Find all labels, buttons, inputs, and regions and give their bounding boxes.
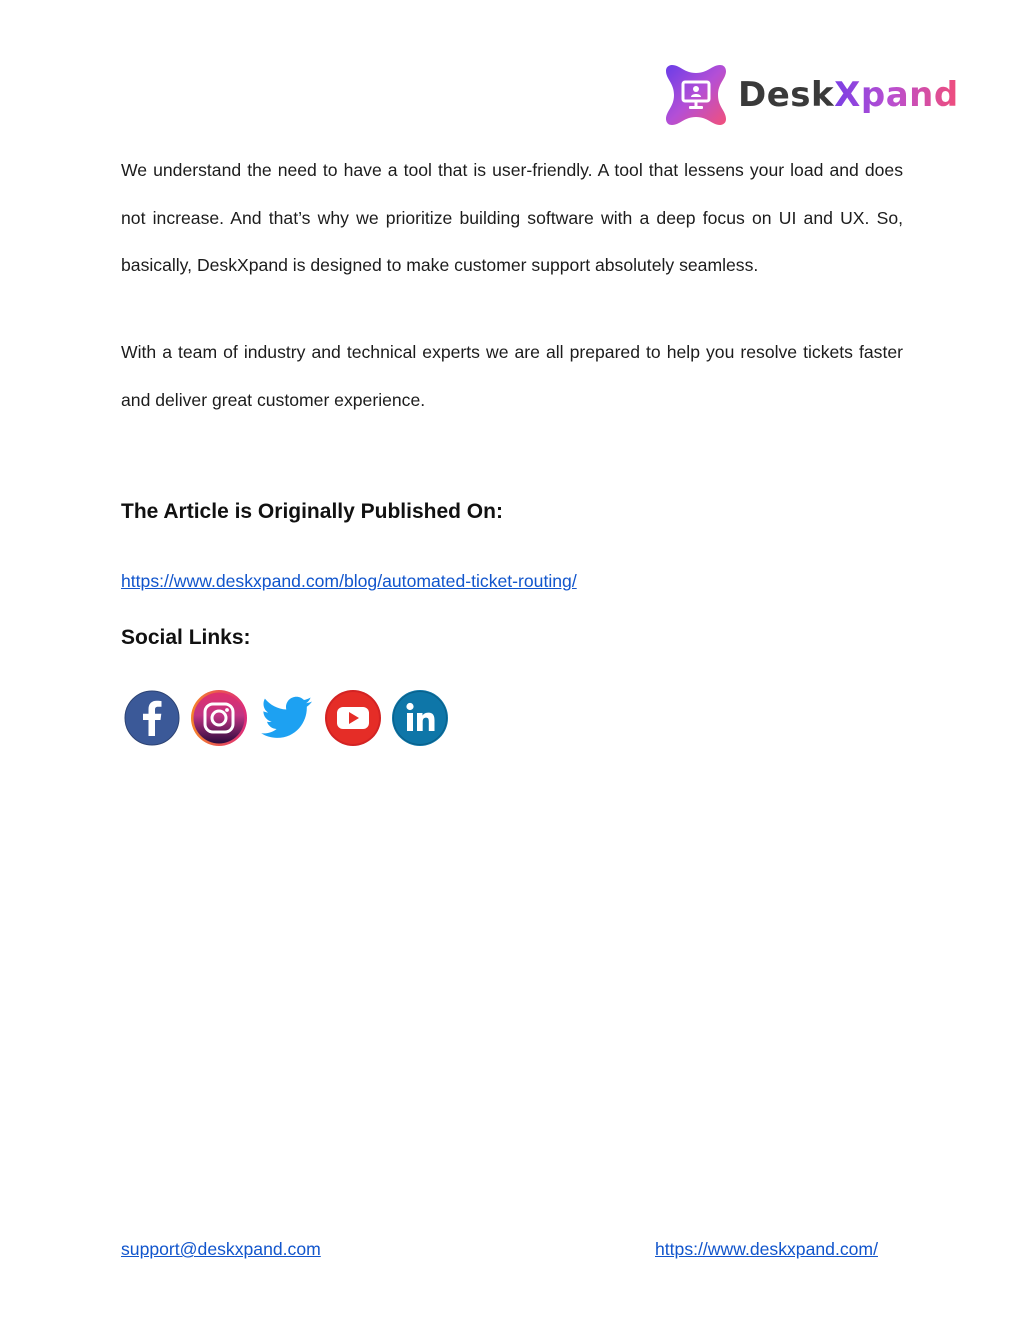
brand-name-xpand: Xpand xyxy=(834,75,959,115)
youtube-icon[interactable] xyxy=(324,689,382,747)
social-links xyxy=(123,689,449,747)
linkedin-icon[interactable] xyxy=(391,689,449,747)
brand-logo xyxy=(662,60,959,130)
instagram-icon[interactable] xyxy=(190,689,248,747)
body-paragraph-2: With a team of industry and technical experts we are all prepared to help you resolve tickets faster and deliver great customer experience. xyxy=(121,342,903,410)
article-heading: The Article is Originally Published On: xyxy=(121,500,503,523)
footer-email-link[interactable]: support@deskxpand.com xyxy=(121,1239,321,1259)
body-paragraph-1: We understand the need to have a tool that is user-friendly. A tool that lessens your load and does not increase. And that’s why we prioritize building software with a deep focus on UI and UX. So, basically, DeskXpand is designed to make customer support absolutely seamless. xyxy=(121,160,903,275)
brand-wordmark xyxy=(738,75,959,115)
social-heading: Social Links: xyxy=(121,626,251,649)
footer-website-link[interactable]: https://www.deskxpand.com/ xyxy=(655,1239,878,1259)
article-link[interactable]: https://www.deskxpand.com/blog/automated-ticket-routing/ xyxy=(121,571,577,591)
monitor-support-icon xyxy=(662,61,730,129)
brand-name-desk: Desk xyxy=(738,75,835,115)
facebook-icon[interactable] xyxy=(123,689,181,747)
twitter-icon[interactable] xyxy=(257,689,315,747)
